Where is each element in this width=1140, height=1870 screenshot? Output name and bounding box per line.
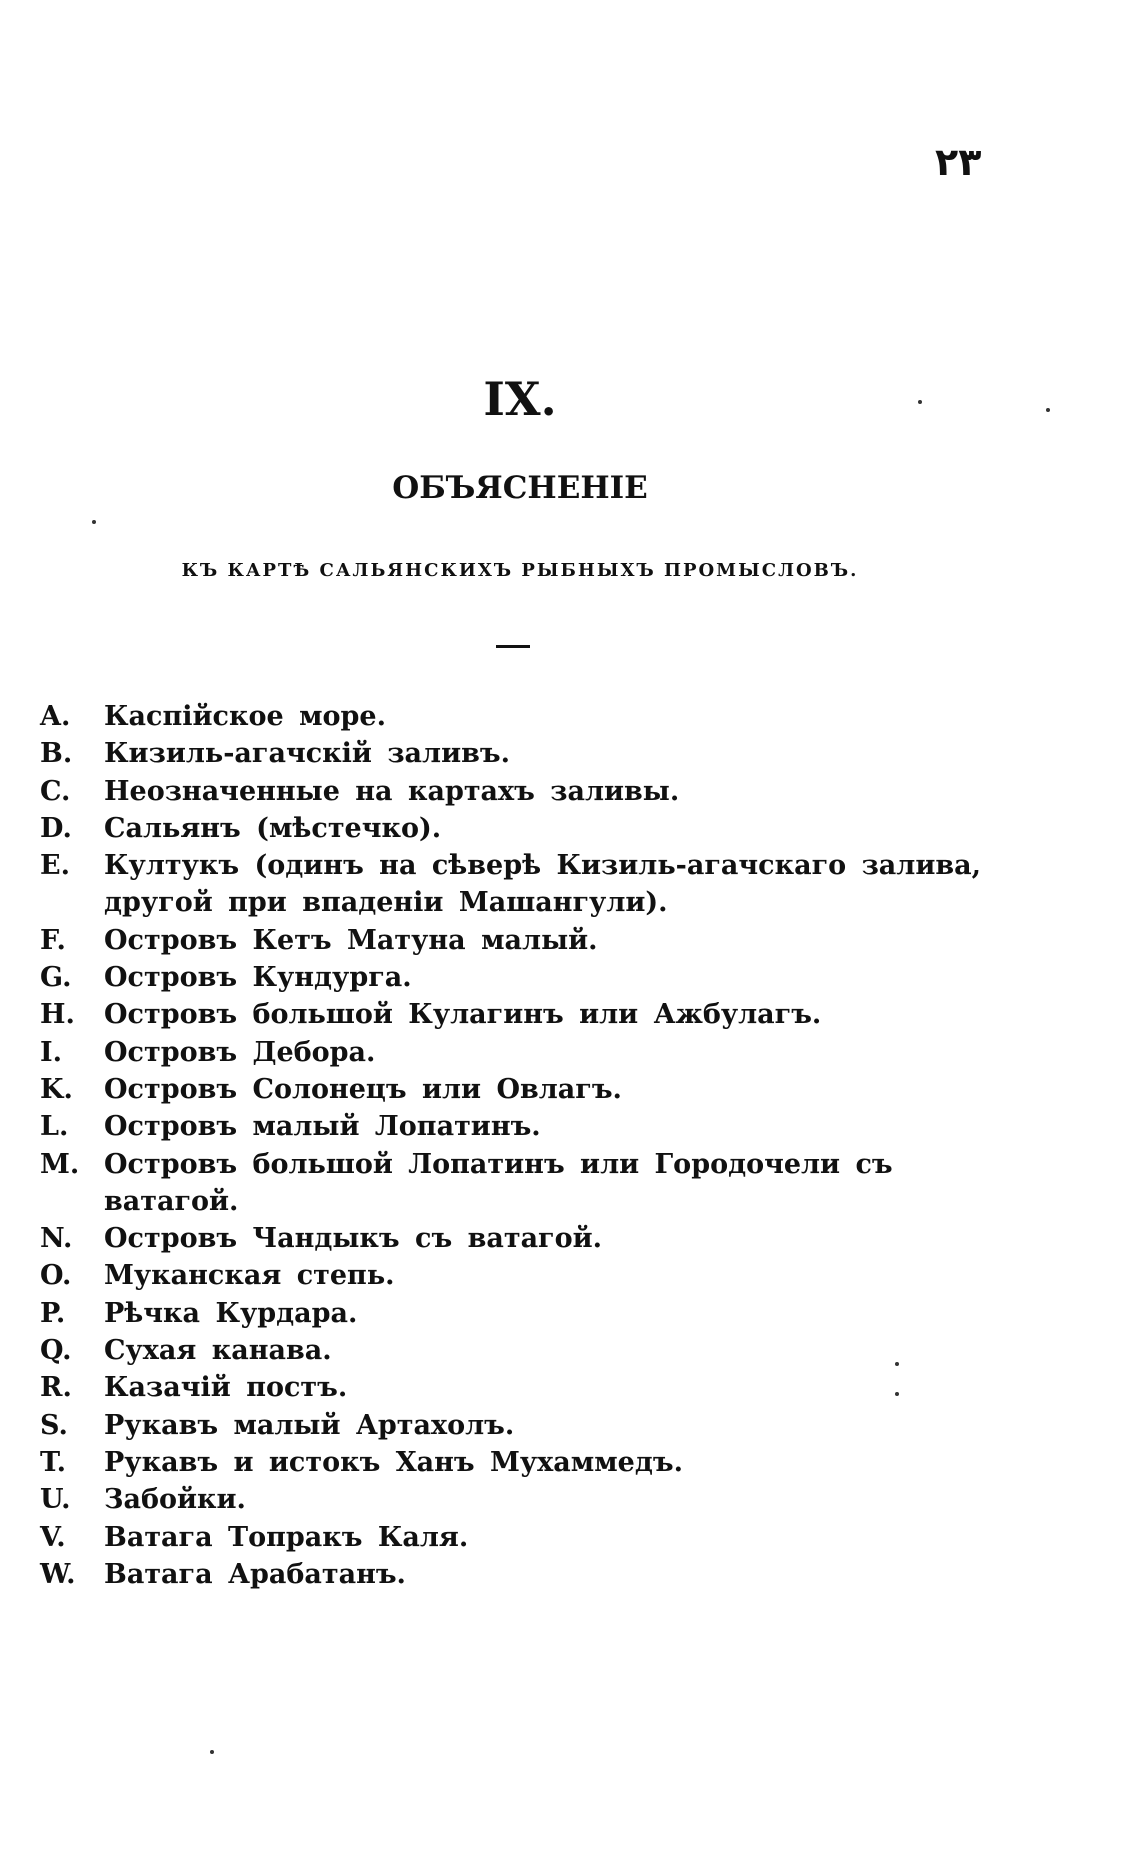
legend-text: Островъ Кетъ Матуна малый. (104, 924, 598, 956)
legend-item (40, 1220, 1000, 1257)
legend-item (40, 959, 1000, 996)
legend-key: L. (40, 1111, 69, 1143)
legend-item (40, 1407, 1000, 1444)
legend-text: Островъ большой Лопатинъ или Городочели съ ватагой. (104, 1148, 893, 1217)
legend-item (40, 1034, 1000, 1071)
legend-key: P. (40, 1297, 66, 1329)
legend-text: Култукъ (одинъ на сѣверѣ Кизиль-агачскаго залива, другой при впаденіи Машангули). (104, 850, 982, 919)
legend-text: Сухая канава. (104, 1335, 332, 1367)
legend-key: E. (40, 850, 70, 882)
title-divider (496, 645, 530, 648)
legend-item (40, 1444, 1000, 1481)
legend-key: Q. (40, 1335, 72, 1367)
legend-key: H. (40, 999, 75, 1031)
legend-item (40, 847, 1000, 922)
legend-item (40, 996, 1000, 1033)
legend-item (40, 1481, 1000, 1518)
legend-item (40, 810, 1000, 847)
page-subtitle: КЪ КАРТѢ САЛЬЯНСКИХЪ РЫБНЫХЪ ПРОМЫСЛОВЪ. (181, 560, 859, 581)
scan-speck (1046, 408, 1050, 412)
scan-speck (895, 1362, 899, 1366)
legend-text: Каспійское море. (104, 701, 386, 732)
legend-text: Островъ малый Лопатинъ. (104, 1111, 541, 1143)
scan-speck (210, 1750, 214, 1754)
page-title: ОБЪЯСНЕНІЕ (392, 470, 648, 506)
legend-key: N. (40, 1223, 73, 1255)
legend-text: Забойки. (104, 1484, 246, 1516)
legend-key: D. (40, 812, 72, 844)
legend-text: Ватага Арабатанъ. (104, 1558, 406, 1590)
legend-item (40, 1295, 1000, 1332)
legend-text: Муканская степь. (104, 1260, 395, 1292)
legend-key: G. (40, 962, 72, 994)
legend-item (40, 1108, 1000, 1145)
legend-text: Ватага Топракъ Каля. (104, 1521, 469, 1553)
legend-text: Рукавъ малый Артахолъ. (104, 1409, 515, 1441)
legend-item (40, 922, 1000, 959)
legend-key: F. (40, 924, 66, 956)
legend-key: R. (40, 1372, 72, 1404)
legend-text: Кизиль-агачскій заливъ. (104, 738, 510, 770)
legend-key: O. (40, 1260, 72, 1292)
legend-text: Островъ большой Кулагинъ или Ажбулагъ. (104, 999, 822, 1031)
scan-speck (918, 400, 922, 404)
legend-item (40, 1146, 1000, 1221)
legend-key: U. (40, 1484, 71, 1516)
map-legend-list (40, 698, 1000, 1593)
legend-item (40, 773, 1000, 810)
legend-key: M. (40, 1148, 80, 1180)
legend-item (40, 698, 1000, 735)
legend-text: Неозначенные на картахъ заливы. (104, 775, 680, 807)
legend-item (40, 1071, 1000, 1108)
legend-item (40, 1556, 1000, 1593)
legend-item (40, 1369, 1000, 1406)
legend-text: Островъ Кундурга. (104, 962, 412, 994)
legend-key: S. (40, 1409, 68, 1441)
legend-text: Казачій постъ. (104, 1372, 348, 1404)
legend-item (40, 735, 1000, 772)
legend-key: A. (40, 701, 71, 732)
legend-text: Сальянъ (мѣстечко). (104, 812, 442, 844)
legend-key: V. (40, 1521, 66, 1553)
legend-key: K. (40, 1073, 73, 1105)
legend-key: W. (40, 1558, 76, 1590)
section-numeral: IX. (483, 372, 557, 426)
legend-key: B. (40, 738, 73, 770)
legend-key: I. (40, 1036, 63, 1068)
legend-item (40, 1257, 1000, 1294)
legend-text: Рѣчка Курдара. (104, 1297, 358, 1329)
legend-item (40, 1332, 1000, 1369)
legend-item (40, 1519, 1000, 1556)
legend-text: Островъ Чандыкъ съ ватагой. (104, 1223, 603, 1255)
page-number: ۲۳ (935, 140, 982, 184)
legend-key: C. (40, 775, 71, 807)
scan-speck (92, 520, 96, 524)
scan-speck (895, 1392, 899, 1396)
legend-text: Рукавъ и истокъ Ханъ Мухаммедъ. (104, 1446, 683, 1478)
legend-text: Островъ Дебора. (104, 1036, 376, 1068)
legend-text: Островъ Солонецъ или Овлагъ. (104, 1073, 622, 1105)
legend-key: T. (40, 1446, 67, 1478)
